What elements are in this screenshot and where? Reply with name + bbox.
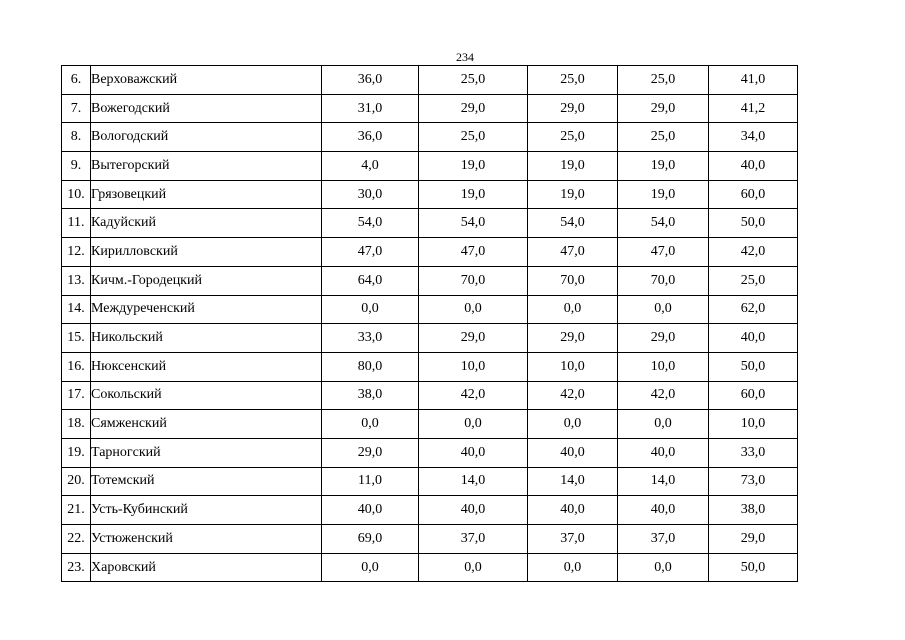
value-cell-2: 19,0	[419, 180, 528, 209]
row-number-cell: 14.	[62, 295, 91, 324]
value-cell-2: 70,0	[419, 266, 528, 295]
value-cell-2: 40,0	[419, 438, 528, 467]
row-number-cell: 10.	[62, 180, 91, 209]
row-number-cell: 13.	[62, 266, 91, 295]
value-cell-2: 14,0	[419, 467, 528, 496]
value-cell-5: 10,0	[709, 410, 798, 439]
table-row	[62, 180, 798, 209]
table-row	[62, 525, 798, 554]
value-cell-5: 40,0	[709, 324, 798, 353]
value-cell-2: 29,0	[419, 94, 528, 123]
table-row	[62, 123, 798, 152]
district-name-cell: Сокольский	[91, 381, 322, 410]
table-row	[62, 94, 798, 123]
value-cell-1: 0,0	[322, 553, 419, 582]
value-cell-3: 42,0	[528, 381, 618, 410]
value-cell-1: 33,0	[322, 324, 419, 353]
value-cell-1: 47,0	[322, 238, 419, 267]
district-name-cell: Тотемский	[91, 467, 322, 496]
value-cell-2: 40,0	[419, 496, 528, 525]
table-row	[62, 496, 798, 525]
value-cell-4: 40,0	[618, 496, 709, 525]
value-cell-4: 29,0	[618, 324, 709, 353]
value-cell-3: 19,0	[528, 152, 618, 181]
value-cell-1: 64,0	[322, 266, 419, 295]
district-name-cell: Харовский	[91, 553, 322, 582]
value-cell-1: 54,0	[322, 209, 419, 238]
row-number-cell: 7.	[62, 94, 91, 123]
district-name-cell: Вытегорский	[91, 152, 322, 181]
value-cell-2: 29,0	[419, 324, 528, 353]
value-cell-3: 0,0	[528, 553, 618, 582]
value-cell-2: 19,0	[419, 152, 528, 181]
value-cell-3: 0,0	[528, 410, 618, 439]
value-cell-5: 29,0	[709, 525, 798, 554]
value-cell-5: 40,0	[709, 152, 798, 181]
value-cell-5: 34,0	[709, 123, 798, 152]
district-name-cell: Верховажский	[91, 66, 322, 95]
value-cell-3: 40,0	[528, 496, 618, 525]
row-number-cell: 23.	[62, 553, 91, 582]
row-number-cell: 20.	[62, 467, 91, 496]
value-cell-3: 40,0	[528, 438, 618, 467]
row-number-cell: 18.	[62, 410, 91, 439]
district-name-cell: Грязовецкий	[91, 180, 322, 209]
row-number-cell: 16.	[62, 352, 91, 381]
value-cell-5: 73,0	[709, 467, 798, 496]
value-cell-2: 0,0	[419, 410, 528, 439]
table-row	[62, 352, 798, 381]
value-cell-2: 0,0	[419, 553, 528, 582]
value-cell-2: 42,0	[419, 381, 528, 410]
value-cell-3: 25,0	[528, 123, 618, 152]
value-cell-2: 25,0	[419, 66, 528, 95]
value-cell-5: 42,0	[709, 238, 798, 267]
district-name-cell: Вологодский	[91, 123, 322, 152]
row-number-cell: 12.	[62, 238, 91, 267]
table-row	[62, 467, 798, 496]
value-cell-3: 0,0	[528, 295, 618, 324]
value-cell-1: 36,0	[322, 123, 419, 152]
value-cell-4: 19,0	[618, 152, 709, 181]
value-cell-5: 25,0	[709, 266, 798, 295]
table-row	[62, 295, 798, 324]
value-cell-4: 25,0	[618, 123, 709, 152]
row-number-cell: 6.	[62, 66, 91, 95]
value-cell-1: 30,0	[322, 180, 419, 209]
value-cell-5: 50,0	[709, 352, 798, 381]
district-table	[61, 65, 798, 582]
table-row	[62, 152, 798, 181]
value-cell-1: 80,0	[322, 352, 419, 381]
row-number-cell: 19.	[62, 438, 91, 467]
value-cell-3: 70,0	[528, 266, 618, 295]
district-name-cell: Усть-Кубинский	[91, 496, 322, 525]
table-row	[62, 209, 798, 238]
value-cell-1: 36,0	[322, 66, 419, 95]
value-cell-5: 60,0	[709, 381, 798, 410]
district-name-cell: Междуреченский	[91, 295, 322, 324]
value-cell-1: 4,0	[322, 152, 419, 181]
value-cell-4: 37,0	[618, 525, 709, 554]
value-cell-4: 0,0	[618, 410, 709, 439]
district-name-cell: Кичм.-Городецкий	[91, 266, 322, 295]
value-cell-4: 19,0	[618, 180, 709, 209]
table-row	[62, 410, 798, 439]
table-row	[62, 238, 798, 267]
district-name-cell: Тарногский	[91, 438, 322, 467]
value-cell-2: 25,0	[419, 123, 528, 152]
value-cell-5: 50,0	[709, 553, 798, 582]
value-cell-5: 62,0	[709, 295, 798, 324]
page-number: 234	[456, 50, 474, 64]
value-cell-3: 10,0	[528, 352, 618, 381]
value-cell-5: 41,0	[709, 66, 798, 95]
value-cell-1: 31,0	[322, 94, 419, 123]
value-cell-4: 10,0	[618, 352, 709, 381]
value-cell-2: 54,0	[419, 209, 528, 238]
value-cell-4: 42,0	[618, 381, 709, 410]
value-cell-2: 47,0	[419, 238, 528, 267]
value-cell-3: 37,0	[528, 525, 618, 554]
district-name-cell: Нюксенский	[91, 352, 322, 381]
value-cell-2: 37,0	[419, 525, 528, 554]
row-number-cell: 8.	[62, 123, 91, 152]
value-cell-3: 25,0	[528, 66, 618, 95]
value-cell-4: 40,0	[618, 438, 709, 467]
value-cell-2: 0,0	[419, 295, 528, 324]
value-cell-1: 69,0	[322, 525, 419, 554]
row-number-cell: 22.	[62, 525, 91, 554]
value-cell-5: 50,0	[709, 209, 798, 238]
value-cell-3: 14,0	[528, 467, 618, 496]
value-cell-4: 0,0	[618, 553, 709, 582]
value-cell-1: 29,0	[322, 438, 419, 467]
value-cell-5: 33,0	[709, 438, 798, 467]
district-name-cell: Устюженский	[91, 525, 322, 554]
value-cell-1: 40,0	[322, 496, 419, 525]
row-number-cell: 15.	[62, 324, 91, 353]
value-cell-5: 41,2	[709, 94, 798, 123]
row-number-cell: 11.	[62, 209, 91, 238]
value-cell-2: 10,0	[419, 352, 528, 381]
district-name-cell: Кадуйский	[91, 209, 322, 238]
table-row	[62, 438, 798, 467]
row-number-cell: 21.	[62, 496, 91, 525]
value-cell-3: 29,0	[528, 94, 618, 123]
table-row	[62, 66, 798, 95]
row-number-cell: 9.	[62, 152, 91, 181]
value-cell-5: 38,0	[709, 496, 798, 525]
district-name-cell: Вожегодский	[91, 94, 322, 123]
row-number-cell: 17.	[62, 381, 91, 410]
value-cell-4: 70,0	[618, 266, 709, 295]
value-cell-4: 0,0	[618, 295, 709, 324]
table-row	[62, 324, 798, 353]
district-name-cell: Никольский	[91, 324, 322, 353]
value-cell-1: 38,0	[322, 381, 419, 410]
district-name-cell: Кирилловский	[91, 238, 322, 267]
value-cell-1: 0,0	[322, 295, 419, 324]
value-cell-4: 47,0	[618, 238, 709, 267]
value-cell-5: 60,0	[709, 180, 798, 209]
table-row	[62, 266, 798, 295]
value-cell-1: 0,0	[322, 410, 419, 439]
value-cell-4: 29,0	[618, 94, 709, 123]
value-cell-1: 11,0	[322, 467, 419, 496]
value-cell-3: 47,0	[528, 238, 618, 267]
value-cell-4: 54,0	[618, 209, 709, 238]
district-name-cell: Сямженский	[91, 410, 322, 439]
table-row	[62, 553, 798, 582]
value-cell-4: 25,0	[618, 66, 709, 95]
value-cell-3: 29,0	[528, 324, 618, 353]
value-cell-3: 19,0	[528, 180, 618, 209]
table-row	[62, 381, 798, 410]
value-cell-3: 54,0	[528, 209, 618, 238]
value-cell-4: 14,0	[618, 467, 709, 496]
